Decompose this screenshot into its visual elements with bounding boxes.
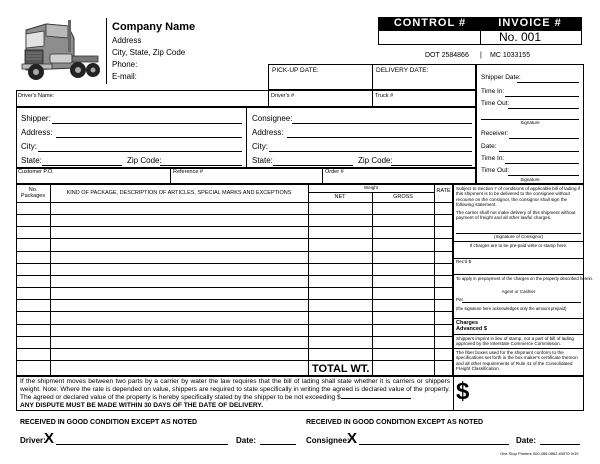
terms-section7: Subject to Section 7 of conditions of applicable bill of lading if this shipment is to be delivered to the consignee without recourse on the consignor, the consignor shall sign the following statement. — [456, 186, 581, 207]
driver-label: Driver: — [20, 436, 46, 445]
invoice-label: INVOICE # — [498, 17, 562, 29]
receiver-date-label: Date: — [481, 143, 497, 150]
driver-received-statement: RECEIVED IN GOOD CONDITION EXCEPT AS NOTED — [20, 419, 198, 426]
table-row-line — [16, 263, 453, 264]
consignee-date-label: Date: — [516, 436, 537, 445]
table-row-line — [16, 214, 453, 215]
mc-number: MC 1033155 — [490, 52, 531, 59]
table-row-line — [16, 251, 453, 252]
shipper-zip-field[interactable] — [160, 165, 242, 166]
consignee-city-label: City: — [252, 142, 268, 151]
table-row-line — [16, 324, 453, 325]
receiver-field[interactable] — [509, 138, 579, 139]
reference-label[interactable]: Reference # — [173, 169, 203, 175]
table-row-line — [16, 336, 453, 337]
apply-prepayment: To apply in prepayment of the charges on the property described herein. — [456, 276, 594, 281]
driver-date-label: Date: — [236, 436, 257, 445]
shipper-state-label: State: — [21, 156, 42, 165]
table-row-line — [16, 360, 453, 361]
company-phone: Phone: — [112, 60, 138, 69]
separator: | — [480, 52, 482, 59]
shipper-city-field[interactable] — [38, 151, 242, 152]
control-label: CONTROL # — [393, 17, 467, 29]
truck-icon — [16, 16, 102, 84]
shipper-address-field[interactable] — [56, 137, 242, 138]
col-weight: Weight — [364, 185, 378, 190]
consignee-zip-label: Zip Code: — [358, 156, 393, 165]
receiver-label: Receiver: — [481, 130, 509, 137]
driver-x-mark: X — [44, 430, 55, 447]
shipper-address-label: Address: — [21, 128, 53, 137]
receiver-signature-label: Signature — [520, 177, 540, 182]
col-rate: RATE — [436, 188, 451, 194]
dispute-notice: ANY DISPUTE MUST BE MADE WITHIN 30 DAYS OF THE DATE OF DELIVERY. — [20, 402, 263, 409]
col-no-packages: No. Packages — [20, 187, 46, 200]
order-label[interactable]: Order # — [325, 169, 344, 175]
pickup-date-label[interactable]: PICK-UP DATE: — [272, 67, 319, 74]
company-city: City, State, Zip Code — [112, 48, 186, 57]
table-row-line — [16, 348, 453, 349]
company-email: E-mail: — [112, 72, 137, 81]
company-address: Address — [112, 36, 142, 45]
shipper-date-label: Shipper Date: — [481, 74, 521, 81]
col-net: NET — [334, 194, 346, 200]
consignee-signature-field[interactable] — [359, 444, 509, 445]
shipper-time-in-label: Time In: — [481, 88, 505, 95]
consignee-date-field[interactable] — [540, 444, 580, 445]
charges-label: Charges — [456, 320, 479, 326]
shipper-time-out-field[interactable] — [508, 108, 579, 109]
declared-value-notice: If the shipment moves between two parts by a carrier by water the law requires that the bill of lading shall state whether it is carriers or shippers weight. Note: Where the rate is depended on value, shippers are required to state specifically in writing the agreed is declared value of the property. The agreed or declared value of the property is hereby specifically stated by the shipper to be not exceeding $ — [20, 378, 450, 402]
prepaid-note: If charges are to be pre-paid write or stamp here. — [469, 243, 568, 248]
advanced-label: Advanced $ — [456, 326, 487, 332]
shipper-time-out-label: Time Out: — [481, 100, 510, 107]
consignee-received-statement: RECEIVED IN GOOD CONDITION EXCEPT AS NOTED — [306, 419, 484, 426]
shipper-state-field[interactable] — [42, 165, 122, 166]
table-row-line — [16, 299, 453, 300]
fibre-boxes: The fiber boxes used for the shipment conform to the specifications set forth in the box maker's certificate thereon and all other requirements of Rule 41 of the Consolidated Freight Classification. — [456, 350, 578, 371]
received-amount: Rec'd $ — [456, 259, 472, 264]
table-row-line — [16, 287, 453, 288]
shipper-date-field[interactable] — [517, 82, 579, 83]
receiver-time-in-field[interactable] — [505, 163, 579, 164]
per-field[interactable] — [462, 302, 581, 303]
consignee-state-label: State: — [252, 156, 273, 165]
terms-no-delivery: The carrier shall not make delivery of this shipment without payment of freight and all other lawful charges. — [456, 210, 576, 221]
driver-date-field[interactable] — [260, 444, 296, 445]
receiver-time-out-label: Time Out: — [481, 167, 510, 174]
customer-po-label[interactable]: Customer P.O. — [18, 169, 54, 175]
shipper-city-label: City: — [21, 142, 37, 151]
consignee-label: Consignee: — [252, 114, 293, 123]
table-row-line — [16, 311, 453, 312]
ack-note: (the signature here acknowledges only the amount prepaid) — [456, 306, 567, 311]
shipper-zip-label: Zip Code: — [127, 156, 162, 165]
shipper-time-in-field[interactable] — [505, 96, 579, 97]
consignee-city-field[interactable] — [269, 151, 472, 152]
total-weight-label: TOTAL WT. — [312, 363, 370, 375]
delivery-date-label[interactable]: DELIVERY DATE: — [376, 67, 429, 74]
dollar-sign: $ — [456, 378, 470, 405]
printer-credit: One Stop Printers 000.456.0862 #0070 0/19 — [500, 451, 579, 456]
col-gross: GROSS — [393, 194, 413, 200]
consignee-x-mark: X — [347, 430, 358, 447]
truck-number-label[interactable]: Truck # — [375, 93, 394, 99]
table-row-line — [16, 238, 453, 239]
consignee-field[interactable] — [292, 123, 472, 124]
drivers-number-label[interactable]: Driver's # — [271, 93, 295, 99]
driver-signature-field[interactable] — [56, 444, 228, 445]
drivers-name-label[interactable]: Driver's Name: — [18, 93, 55, 99]
receiver-date-field[interactable] — [499, 151, 579, 152]
per-label: Per — [456, 297, 464, 302]
consignee-address-label: Address: — [252, 128, 284, 137]
shipper-field[interactable] — [52, 123, 242, 124]
col-description: KIND OF PACKAGE, DESCRIPTION OF ARTICLES, SPECIAL MARKS AND EXCEPTIONS — [66, 190, 292, 196]
invoice-number: No. 001 — [499, 30, 542, 44]
agent-cashier: Agent or Cashier — [501, 289, 536, 294]
table-row-line — [16, 226, 453, 227]
consignee-state-field[interactable] — [273, 165, 353, 166]
dot-number: DOT 2584866 — [425, 52, 469, 59]
consignee-address-field[interactable] — [287, 137, 472, 138]
shippers-imprint: Shippers imprint in lieu of stamp, not a part of bill of lading approved by the Interstate Commerce Commission. — [456, 336, 574, 347]
receiver-time-out-field[interactable] — [508, 175, 579, 176]
shipper-label: Shipper: — [21, 114, 51, 123]
company-name: Company Name — [112, 21, 196, 33]
company-logo — [16, 16, 102, 84]
consignee-sign-label: Consignee: — [306, 436, 350, 445]
shipper-signature-label: Signature — [520, 120, 540, 125]
table-row-line — [16, 275, 453, 276]
receiver-time-in-label: Time In: — [481, 155, 505, 162]
consignee-zip-field[interactable] — [391, 165, 472, 166]
consignor-signature-label: (Signature of Consignor) — [493, 234, 544, 239]
